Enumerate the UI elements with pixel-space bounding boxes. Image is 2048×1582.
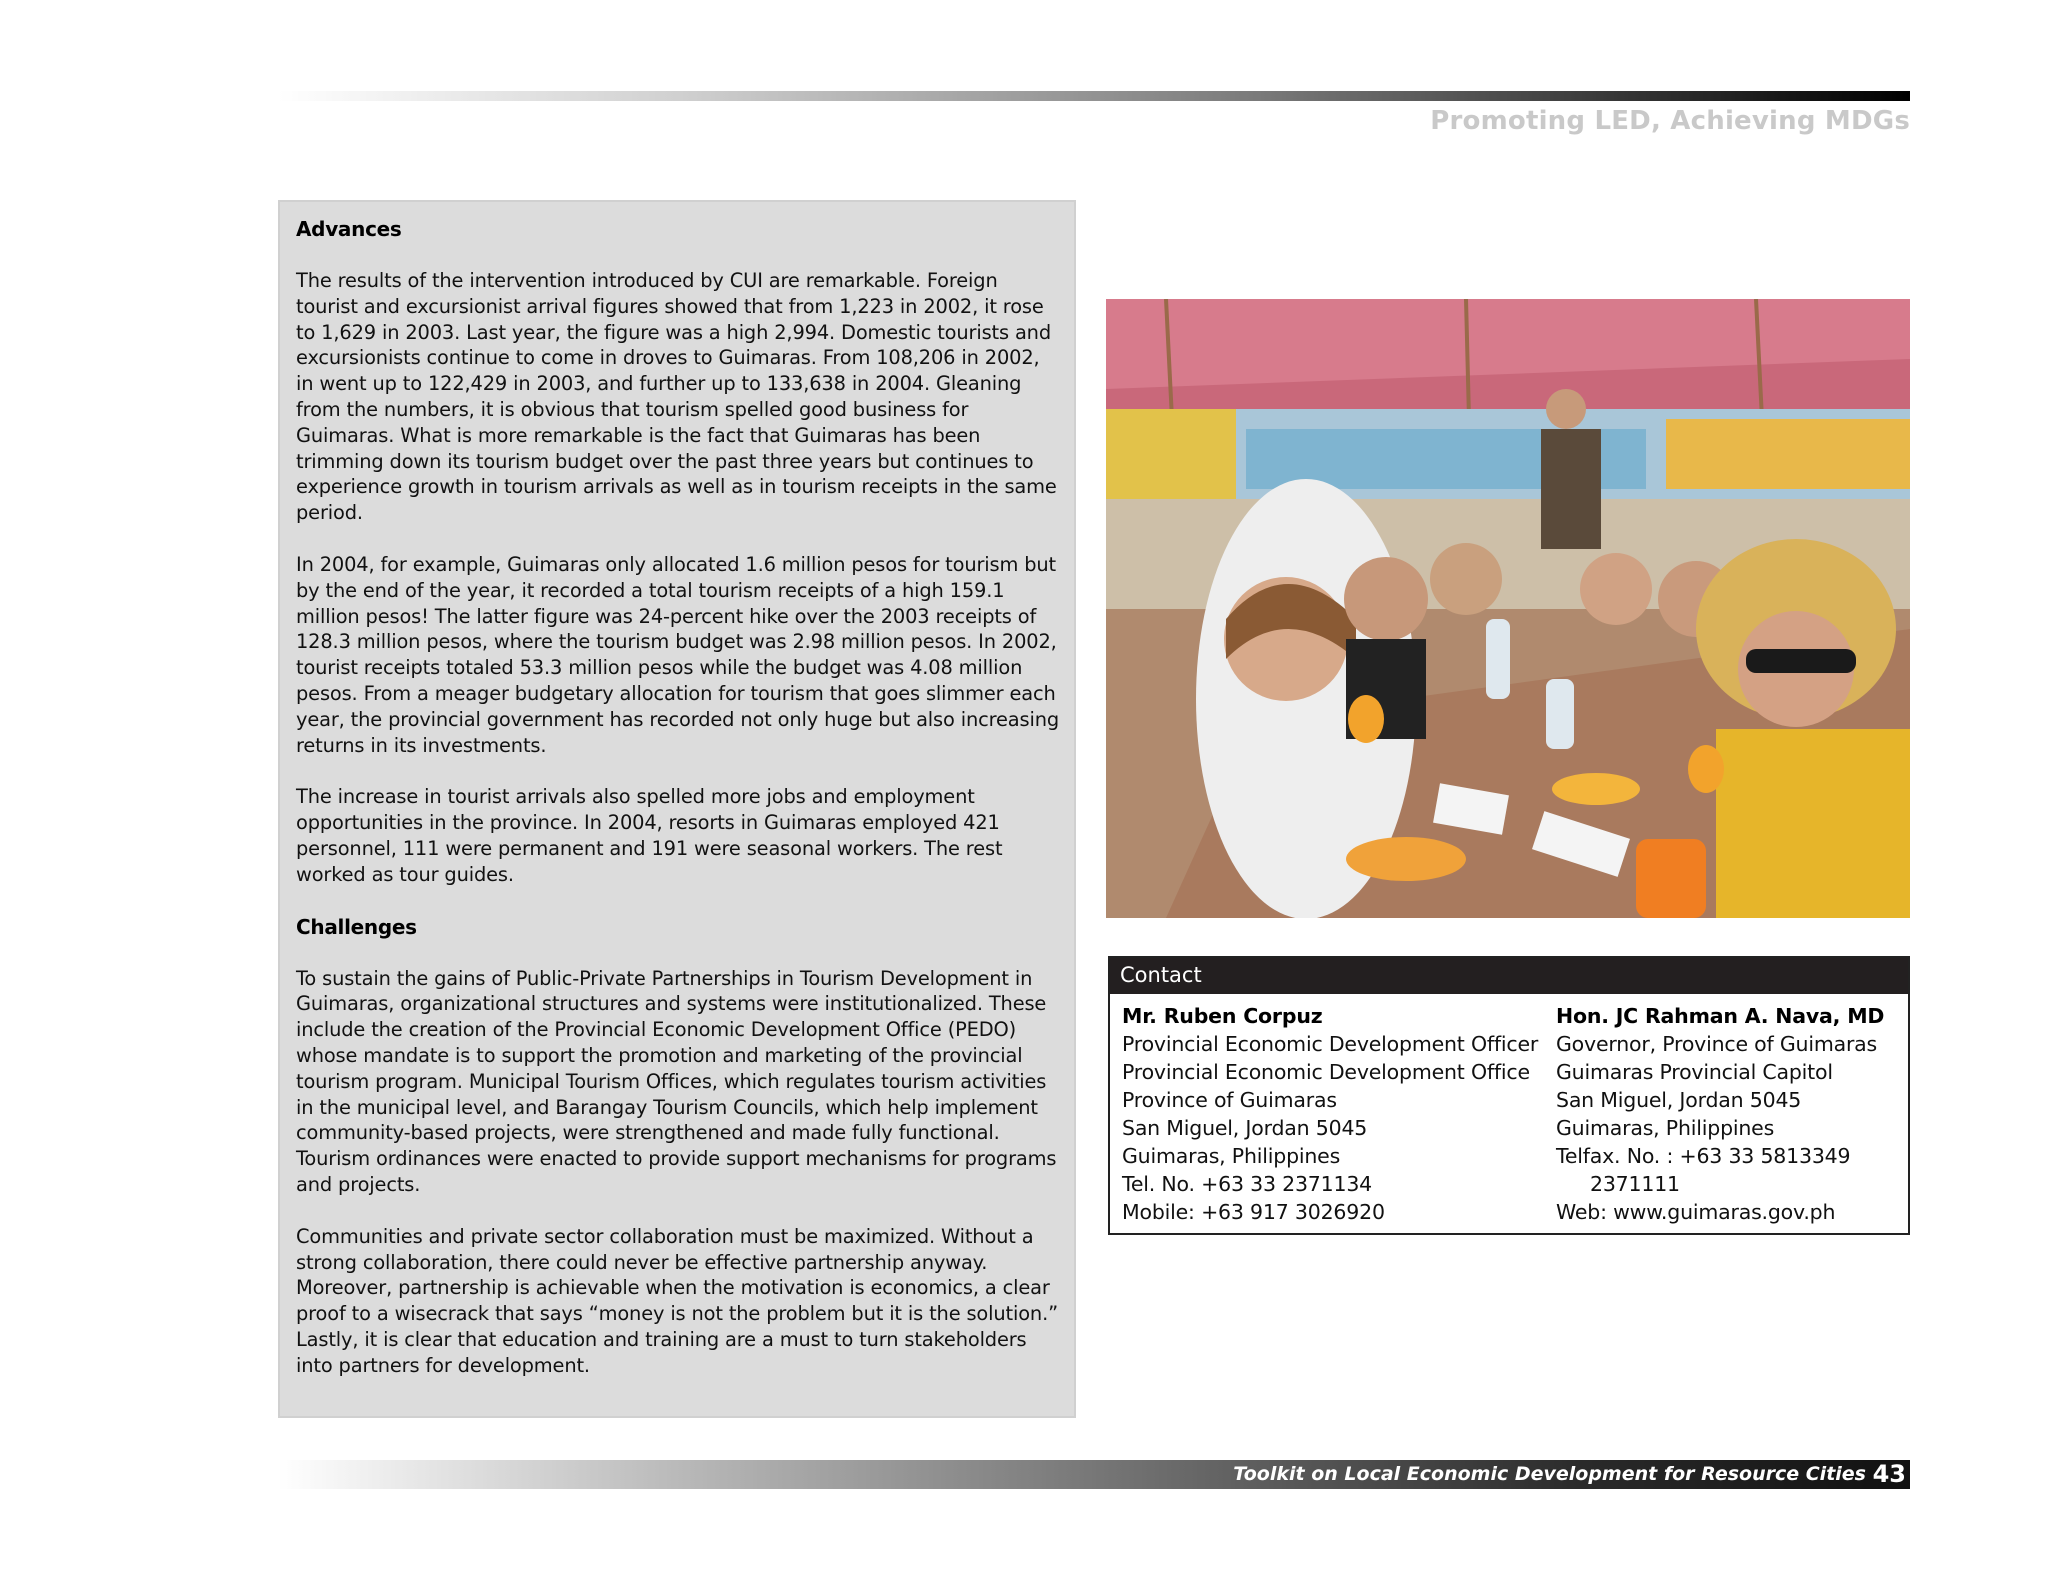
contact-right-line: Guimaras, Philippines bbox=[1556, 1116, 1775, 1140]
footer-bar bbox=[278, 1460, 1910, 1489]
contact-left-phone: Tel. No. +63 33 2371134 bbox=[1122, 1172, 1373, 1196]
header-rule bbox=[278, 91, 1910, 101]
contact-right-name: Hon. JC Rahman A. Nava, MD bbox=[1556, 1004, 1885, 1028]
page-number: 43 bbox=[1872, 1460, 1906, 1488]
advances-heading: Advances bbox=[296, 217, 402, 241]
contact-left-line: Guimaras, Philippines bbox=[1122, 1144, 1341, 1168]
challenges-paragraph-2: Communities and private sector collaboration must be maximized. Without a strong collaboration, there could never be effective partnership anyway. Moreover, partnership is achievable when the motivation is economics, a clear proof to a wisecrack that says “money is not the problem but it is the solution.” Lastly, it is clear that education and training are a must to turn stakeholders into partners for development. bbox=[296, 1224, 1058, 1377]
challenges-heading: Challenges bbox=[296, 914, 417, 939]
contact-left-column bbox=[1122, 1002, 1542, 1226]
contact-title: Contact bbox=[1110, 958, 1908, 994]
advances-paragraph-3: The increase in tourist arrivals also spelled more jobs and employment opportunities in the province. In 2004, resorts in Guimaras employed 421 personnel, 111 were permanent and 191 were seasonal workers. The rest worked as tour guides. bbox=[296, 785, 1003, 886]
contact-right-column bbox=[1556, 1002, 1906, 1226]
footer-title: Toolkit on Local Economic Development for Resource Cities bbox=[1233, 1463, 1866, 1485]
contact-box bbox=[1108, 956, 1910, 1235]
advances-sidebar bbox=[278, 200, 1076, 1418]
contact-right-line: Guimaras Provincial Capitol bbox=[1556, 1060, 1833, 1084]
contact-right-telfax-2: 2371111 bbox=[1590, 1172, 1680, 1196]
advances-paragraph-1: The results of the intervention introduced by CUI are remarkable. Foreign tourist and excursionist arrival figures showed that from 1,223 in 2002, it rose to 1,629 in 2003. Last year, the figure was a high 2,994. Domestic tourists and excursionists continue to come in droves to Guimaras. From 108,206 in 2002, in went up to 122,429 in 2003, and further up to 133,638 in 2004. Gleaning from the numbers, it is obvious that tourism spelled good business for Guimaras. What is more remarkable is the fact that Guimaras has been trimming down its tourism budget over the past three years but continues to experience growth in tourism arrivals as well as in tourism receipts in the same period. bbox=[296, 269, 1057, 525]
contact-left-line: Provincial Economic Development Officer bbox=[1122, 1032, 1539, 1056]
running-title: Promoting LED, Achieving MDGs bbox=[1430, 106, 1910, 136]
contact-left-mobile: Mobile: +63 917 3026920 bbox=[1122, 1200, 1385, 1224]
advances-paragraph-2: In 2004, for example, Guimaras only allocated 1.6 million pesos for tourism but by the end of the year, it recorded a total tourism receipts of a high 159.1 million pesos! The latter figure was 24-percent hike over the 2003 receipts of 128.3 million pesos, where the tourism budget was 2.98 million pesos. In 2002, tourist receipts totaled 53.3 million pesos while the budget was 4.08 million pesos. From a meager budgetary allocation for tourism that goes slimmer each year, the provincial government has recorded not only huge but also increasing returns in its investments. bbox=[296, 552, 1060, 757]
contact-left-line: Province of Guimaras bbox=[1122, 1088, 1337, 1112]
contact-right-telfax: Telfax. No. : +63 33 5813349 bbox=[1556, 1144, 1851, 1168]
contact-right-line: Governor, Province of Guimaras bbox=[1556, 1032, 1878, 1056]
contact-right-web[interactable]: Web: www.guimaras.gov.ph bbox=[1556, 1200, 1836, 1224]
contact-left-name: Mr. Ruben Corpuz bbox=[1122, 1004, 1323, 1028]
challenges-paragraph-1: To sustain the gains of Public-Private Partnerships in Tourism Development in Guimaras, organizational structures and systems were institutionalized. These include the creation of the Provincial Economic Development Office (PEDO) whose mandate is to support the promotion and marketing of the provincial tourism program. Municipal Tourism Offices, which regulates tourism activities in the municipal level, and Barangay Tourism Councils, which help implement community-based projects, were strengthened and made fully functional. Tourism ordinances were enacted to provide support mechanisms for programs and projects. bbox=[296, 966, 1057, 1196]
tourists-photo bbox=[1106, 299, 1910, 918]
contact-left-line: San Miguel, Jordan 5045 bbox=[1122, 1116, 1368, 1140]
contact-right-line: San Miguel, Jordan 5045 bbox=[1556, 1088, 1802, 1112]
contact-left-line: Provincial Economic Development Office bbox=[1122, 1060, 1530, 1084]
